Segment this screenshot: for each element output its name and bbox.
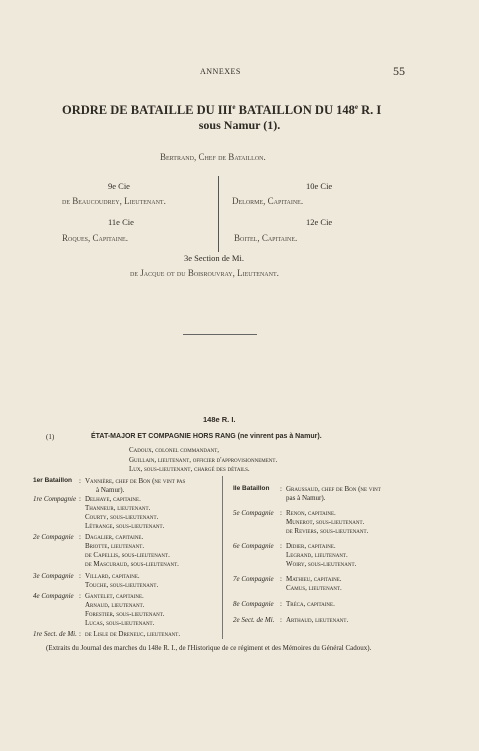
section-label: 3e Section de Mi. <box>184 253 244 263</box>
column-divider <box>222 476 223 639</box>
column-divider <box>218 176 219 252</box>
officer-line: Courty, sous-lieutenant. <box>85 513 159 521</box>
officer-line: Arnaud, lieutenant. <box>85 601 145 609</box>
unit-label: IIe Bataillon <box>233 485 270 492</box>
officer-line: Tréca, capitaine. <box>286 600 335 608</box>
unit-label: 3e Compagnie <box>33 572 74 580</box>
unit-label: 1re Sect. de Mi. <box>33 630 77 638</box>
unit-label: 2e Compagnie <box>33 533 74 541</box>
officer-line: Thanneur, lieutenant. <box>85 504 151 512</box>
officer-line: Graussaud, chef de Bon (ne vint <box>286 485 381 493</box>
company-officer: Roques, Capitaine. <box>62 233 128 243</box>
officer-line: Dagalier, capitaine. <box>85 533 144 541</box>
officer-line: Lucas, sous-lieutenant. <box>85 619 155 627</box>
company-officer: Boitel, Capitaine. <box>234 233 298 243</box>
officer-line: Villard, capitaine. <box>85 572 140 580</box>
unit-label: 6e Compagnie <box>233 542 274 550</box>
officer-line: Mathieu, capitaine. <box>286 575 342 583</box>
officer-line: Létrange, sous-lieutenant. <box>85 522 165 530</box>
company-label: 9e Cie <box>108 181 130 191</box>
officer-line: Gantelet, capitaine. <box>85 592 144 600</box>
company-label: 10e Cie <box>306 181 333 191</box>
officer-line: Forestier, sous-lieutenant. <box>85 610 165 618</box>
staff-heading: ÉTAT-MAJOR ET COMPAGNIE HORS RANG (ne vinrent pas à Namur). <box>91 433 322 440</box>
officer-line: Arthaud, lieutenant. <box>286 616 349 624</box>
officer-line: pas à Namur). <box>286 494 326 502</box>
officer-line: Camus, lieutenant. <box>286 584 342 592</box>
officer-line: Woiry, sous-lieutenant. <box>286 560 357 568</box>
separator-rule <box>183 334 257 335</box>
officer-line: Legrand, lieutenant. <box>286 551 348 559</box>
staff-line: Guillain, lieutenant, officier d'approvisionnement. <box>129 456 278 464</box>
company-label: 12e Cie <box>306 217 333 227</box>
officer-line: de Capellis, sous-lieutenant. <box>85 551 170 559</box>
officer-line: Didier, capitaine. <box>286 542 336 550</box>
unit-label: 1re Compagnie <box>33 495 77 503</box>
page-title: ORDRE DE BATAILLE DU IIIe BATAILLON DU 148e R. I <box>62 103 382 118</box>
battalion-commander: Bertrand, Chef de Bataillon. <box>160 152 266 162</box>
officer-line: de Mascuraud, sous-lieutenant. <box>85 560 179 568</box>
unit-label: 7e Compagnie <box>233 575 274 583</box>
unit-label: 2e Sect. de Mi. <box>233 616 275 624</box>
officer-line: de Reviers, sous-lieutenant. <box>286 527 369 535</box>
officer-line: Renon, capitaine. <box>286 509 336 517</box>
company-label: 11e Cie <box>108 217 134 227</box>
unit-label: 4e Compagnie <box>33 592 74 600</box>
unit-label: 5e Compagnie <box>233 509 274 517</box>
section-officer: de Jacque ot du Boisrouvray, Lieutenant. <box>130 268 279 278</box>
officer-line: Vannière, chef de Bon (ne vint pas <box>85 477 186 485</box>
regiment-title: 148e R. I. <box>203 415 236 424</box>
company-officer: Delorme, Capitaine. <box>232 196 304 206</box>
staff-line: Cadoux, colonel commandant, <box>129 446 219 454</box>
staff-line: Lux, sous-lieutenant, chargé des détails. <box>129 465 250 473</box>
officer-line: Munerot, sous-lieutenant. <box>286 518 365 526</box>
page-subtitle: sous Namur (1). <box>198 118 281 132</box>
source-footnote: (Extraits du Journal des marches du 148e R. I., de l'Historique de ce régiment et des Mémoires du Général Cadoux). <box>46 644 372 652</box>
unit-label: 1er Bataillon <box>33 477 73 484</box>
footnote-marker: (1) <box>46 433 55 441</box>
officer-line: Delhaye, capitaine. <box>85 495 141 503</box>
company-officer: de Beaucoudrey, Lieutenant. <box>62 196 166 206</box>
officer-line: Briotte, lieutenant. <box>85 542 145 550</box>
officer-line: à Namur). <box>96 486 125 494</box>
page-number: 55 <box>393 64 405 78</box>
officer-line: de Lisle de Dreneuc, lieutenant. <box>85 630 181 638</box>
officer-line: Touche, sous-lieutenant. <box>85 581 159 589</box>
running-header: ANNEXES <box>200 67 241 76</box>
unit-label: 8e Compagnie <box>233 600 274 608</box>
